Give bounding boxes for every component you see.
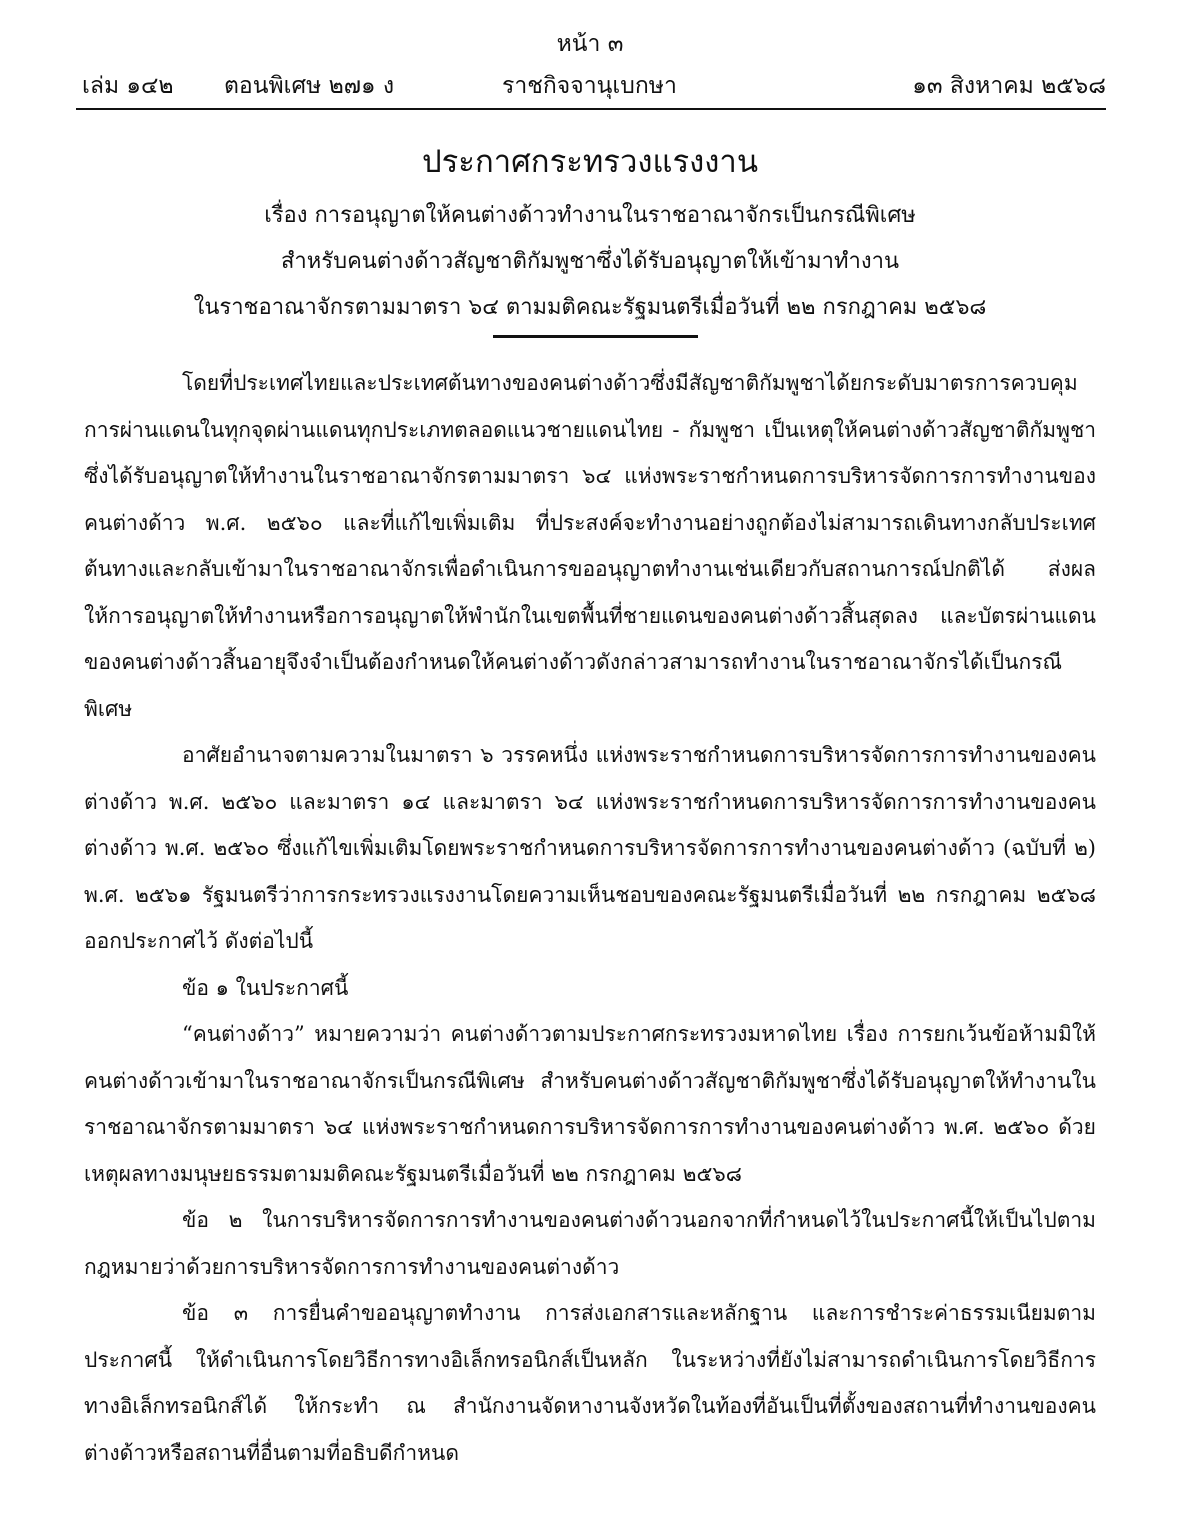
subject-line: สำหรับคนต่างด้าวสัญชาติกัมพูชาซึ่งได้รับอนุญาตให้เข้ามาทำงาน: [281, 249, 899, 274]
section-number: ตอนพิเศษ ๒๗๑ ง: [224, 73, 395, 99]
title-divider: [493, 335, 698, 338]
clause-2-paragraph: ข้อ ๒ ในการบริหารจัดการการทำงานของคนต่างด้าวนอกจากที่กำหนดไว้ในประกาศนี้ให้เป็นไปตามกฎหมายว่าด้วยการบริหารจัดการการทำงานของคนต่างด้าว: [84, 1208, 1096, 1279]
page-number: หน้า ๓: [556, 31, 624, 57]
gazette-header: [82, 70, 1106, 104]
announcement-title: ประกาศกระทรวงแรงงาน: [421, 144, 759, 180]
subject-line: ในราชอาณาจักรตามมาตรา ๖๔ ตามมติคณะรัฐมนตรีเมื่อวันที่ ๒๒ กรกฎาคม ๒๕๖๘: [193, 295, 987, 320]
clause-3-paragraph: ข้อ ๓ การยื่นคำขออนุญาตทำงาน การส่งเอกสารและหลักฐาน และการชำระค่าธรรมเนียมตามประกาศนี้ ให้ดำเนินการโดยวิธีการทางอิเล็กทรอนิกส์เป็นหลัก ในระหว่างที่ยังไม่สามารถดำเนินการโดยวิธีการทางอิเล็กทรอนิกส์ได้ ให้กระทำ ณ สำนักงานจัดหางานจังหวัดในท้องที่อันเป็นที่ตั้งของสถานที่ทำงานของคนต่างด้าวหรือสถานที่อื่นตามที่อธิบดีกำหนด: [84, 1301, 1096, 1465]
preamble-paragraph: โดยที่ประเทศไทยและประเทศต้นทางของคนต่างด้าวซึ่งมีสัญชาติกัมพูชาได้ยกระดับมาตรการควบคุมการผ่านแดนในทุกจุดผ่านแดนทุกประเภทตลอดแนวชายแดนไทย - กัมพูชา เป็นเหตุให้คนต่างด้าวสัญชาติกัมพูชาซึ่งได้รับอนุญาตให้ทำงานในราชอาณาจักรตามมาตรา ๖๔ แห่งพระราชกำหนดการบริหารจัดการการทำงานของคนต่างด้าว พ.ศ. ๒๕๖๐ และที่แก้ไขเพิ่มเติม ที่ประสงค์จะทำงานอย่างถูกต้องไม่สามารถเดินทางกลับประเทศต้นทางและกลับเข้ามาในราชอาณาจักรเพื่อดำเนินการขออนุญาตทำงานเช่นเดียวกับสถานการณ์ปกติได้ ส่งผลให้การอนุญาตให้ทำงานหรือการอนุญาตให้พำนักในเขตพื้นที่ชายแดนของคนต่างด้าวสิ้นสุดลง และบัตรผ่านแดนของคนต่างด้าวสิ้นอายุจึงจำเป็นต้องกำหนดให้คนต่างด้าวดังกล่าวสามารถทำงานในราชอาณาจักรได้เป็นกรณีพิเศษ: [84, 371, 1096, 721]
clause-1-heading: ข้อ ๑ ในประกาศนี้: [182, 975, 349, 1000]
definition-paragraph: “คนต่างด้าว” หมายความว่า คนต่างด้าวตามประกาศกระทรวงมหาดไทย เรื่อง การยกเว้นข้อห้ามมิให้คนต่างด้าวเข้ามาในราชอาณาจักรเป็นกรณีพิเศษ สำหรับคนต่างด้าวสัญชาติกัมพูชาซึ่งได้รับอนุญาตให้ทำงานในราชอาณาจักรตามมาตรา ๖๔ แห่งพระราชกำหนดการบริหารจัดการการทำงานของคนต่างด้าว พ.ศ. ๒๕๖๐ ด้วยเหตุผลทางมนุษยธรรมตามมติคณะรัฐมนตรีเมื่อวันที่ ๒๒ กรกฎาคม ๒๕๖๘: [84, 1022, 1096, 1186]
publication-date: ๑๓ สิงหาคม ๒๕๖๘: [912, 73, 1106, 99]
header-divider: [76, 108, 1106, 110]
announcement-subject: [0, 193, 1180, 331]
authority-paragraph: อาศัยอำนาจตามความในมาตรา ๖ วรรคหนึ่ง แห่งพระราชกำหนดการบริหารจัดการการทำงานของคนต่างด้าว พ.ศ. ๒๕๖๐ และมาตรา ๑๔ และมาตรา ๖๔ แห่งพระราชกำหนดการบริหารจัดการการทำงานของคนต่างด้าว พ.ศ. ๒๕๖๐ ซึ่งแก้ไขเพิ่มเติมโดยพระราชกำหนดการบริหารจัดการการทำงานของคนต่างด้าว (ฉบับที่ ๒) พ.ศ. ๒๕๖๑ รัฐมนตรีว่าการกระทรวงแรงงานโดยความเห็นชอบของคณะรัฐมนตรีเมื่อวันที่ ๒๒ กรกฎาคม ๒๕๖๘ ออกประกาศไว้ ดังต่อไปนี้: [84, 743, 1096, 953]
subject-line: เรื่อง การอนุญาตให้คนต่างด้าวทำงานในราชอาณาจักรเป็นกรณีพิเศษ: [264, 203, 916, 228]
gazette-name: ราชกิจจานุเบกษา: [502, 73, 677, 99]
announcement-body: [84, 360, 1096, 1476]
volume-number: เล่ม ๑๔๒: [82, 73, 174, 99]
